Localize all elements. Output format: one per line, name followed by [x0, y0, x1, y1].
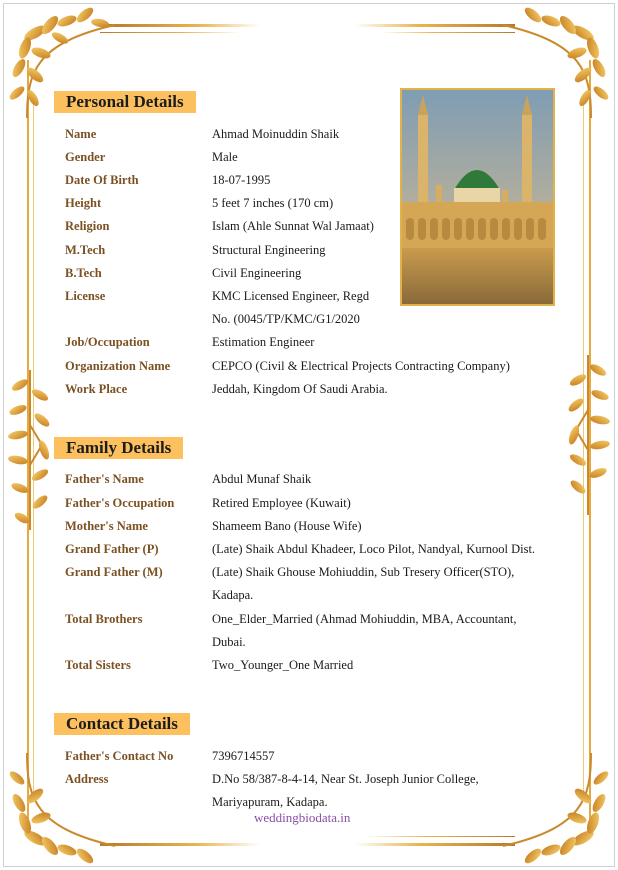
corner-leaf-ornament-bottom-left	[5, 748, 125, 868]
personal-details-header: Personal Details	[54, 91, 196, 113]
row-value: (Late) Shaik Abdul Khadeer, Loco Pilot, Nandyal, Kurnool Dist.	[212, 542, 536, 556]
corner-leaf-ornament-bottom-right	[493, 748, 613, 868]
row-value-continued: Mariyapuram, Kadapa.	[212, 795, 328, 809]
row-label: B.Tech	[65, 266, 102, 280]
row-value: (Late) Shaik Ghouse Mohiuddin, Sub Tresery Officer(STO),	[212, 565, 515, 579]
frame-bottom-line-right	[355, 843, 515, 846]
row-label: Mother's Name	[65, 519, 148, 533]
row-value: Two_Younger_One Married	[212, 658, 354, 672]
side-leaf-ornament-right	[566, 355, 610, 515]
row-value-continued: No. (0045/TP/KMC/G1/2020	[212, 312, 360, 326]
row-value-continued: Dubai.	[212, 635, 246, 649]
row-label: Father's Name	[65, 472, 144, 486]
row-value: D.No 58/387-8-4-14, Near St. Joseph Junior College,	[212, 772, 479, 786]
row-label: Father's Occupation	[65, 496, 175, 510]
row-value: Shameem Bano (House Wife)	[212, 519, 362, 533]
row-value-continued: Kadapa.	[212, 588, 254, 602]
contact-details-header: Contact Details	[54, 713, 190, 735]
row-value: Abdul Munaf Shaik	[212, 472, 312, 486]
row-label: M.Tech	[65, 243, 106, 257]
row-value: Retired Employee (Kuwait)	[212, 496, 351, 510]
row-label: Grand Father (P)	[65, 542, 159, 556]
row-value: KMC Licensed Engineer, Regd	[212, 289, 370, 303]
row-label: Work Place	[65, 382, 128, 396]
row-label: Job/Occupation	[65, 335, 150, 349]
row-label: Height	[65, 196, 102, 210]
frame-top-line	[105, 24, 260, 27]
row-label: License	[65, 289, 106, 303]
row-value: Ahmad Moinuddin Shaik	[212, 127, 340, 141]
row-value: Male	[212, 150, 238, 164]
row-value: 5 feet 7 inches (170 cm)	[212, 196, 334, 210]
row-value: One_Elder_Married (Ahmad Mohiuddin, MBA, Accountant,	[212, 612, 517, 626]
row-label: Date Of Birth	[65, 173, 139, 187]
row-label: Religion	[65, 219, 110, 233]
row-label: Total Sisters	[65, 658, 131, 672]
row-value: Structural Engineering	[212, 243, 326, 257]
row-label: Address	[65, 772, 109, 786]
frame-top-line-right	[355, 24, 515, 27]
row-value: CEPCO (Civil & Electrical Projects Contracting Company)	[212, 359, 510, 373]
row-label: Grand Father (M)	[65, 565, 163, 579]
row-value: Civil Engineering	[212, 266, 302, 280]
row-label: Total Brothers	[65, 612, 143, 626]
row-label: Father's Contact No	[65, 749, 174, 763]
row-value: 7396714557	[212, 749, 275, 763]
row-value: 18-07-1995	[212, 173, 271, 187]
mosque-image	[402, 90, 553, 304]
row-label: Gender	[65, 150, 106, 164]
row-value: Islam (Ahle Sunnat Wal Jamaat)	[212, 219, 374, 233]
row-value: Estimation Engineer	[212, 335, 315, 349]
profile-photo	[400, 88, 555, 306]
row-value: Jeddah, Kingdom Of Saudi Arabia.	[212, 382, 388, 396]
side-leaf-ornament-left	[8, 370, 52, 530]
row-label: Organization Name	[65, 359, 171, 373]
row-label: Name	[65, 127, 97, 141]
family-details-header: Family Details	[54, 437, 183, 459]
watermark: weddingbiodata.in	[254, 810, 351, 825]
